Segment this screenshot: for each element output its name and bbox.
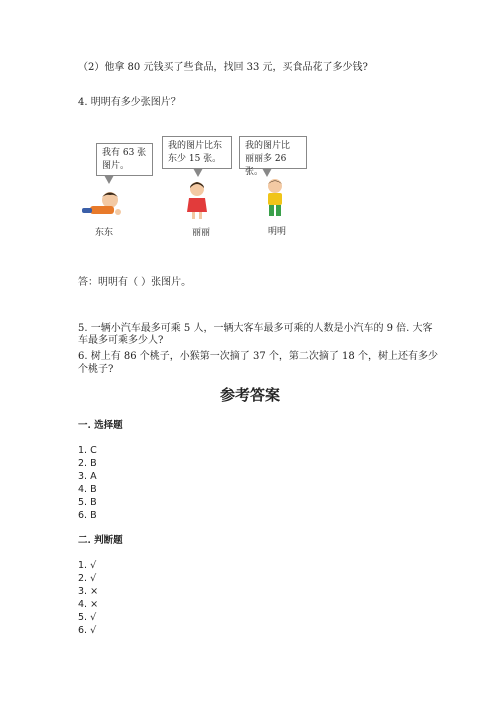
question-6-line-1: 6. 树上有 86 个桃子，小猴第一次摘了 37 个，第二次摘了 18 个，树上还有多少 [78, 351, 438, 362]
judge-answer: 4. × [78, 599, 99, 610]
judge-answer: 5. √ [78, 612, 97, 623]
section-judge-heading: 二. 判断题 [78, 535, 123, 546]
bubble-text: 我的图片比 [245, 141, 291, 151]
choice-answer: 3. A [78, 471, 97, 482]
choice-answer: 1. C [78, 445, 97, 456]
kid-name-lili: 丽丽 [192, 228, 211, 238]
kid-lying-illustration [80, 190, 128, 220]
bubble-text: 丽丽多 26 张。 [245, 154, 287, 177]
bubble-tail [262, 168, 272, 177]
judge-answer: 3. × [78, 586, 99, 597]
judge-answer: 2. √ [78, 573, 97, 584]
question-2-sub: （2）他拿 80 元钱买了些食品，找回 33 元，买食品花了多少钱? [78, 62, 368, 73]
bubble-text: 图片。 [102, 161, 130, 171]
choice-answer: 4. B [78, 484, 97, 495]
speech-bubble-dongdong [96, 143, 153, 176]
kid-name-dongdong: 东东 [95, 228, 114, 238]
bubble-text: 我有 63 张 [102, 148, 147, 158]
judge-answer: 6. √ [78, 625, 97, 636]
bubble-tail [104, 175, 114, 184]
kid-name-mingming: 明明 [268, 227, 287, 237]
bubble-text: 东少 15 张。 [168, 154, 222, 164]
section-choice-heading: 一. 选择题 [78, 420, 123, 431]
answer-line: 答：明明有（ ）张图片。 [78, 277, 192, 288]
choice-answer: 2. B [78, 458, 97, 469]
speech-bubble-mingming [239, 136, 307, 177]
question-5-line-1: 5. 一辆小汽车最多可乘 5 人，一辆大客车最多可乘的人数是小汽车的 9 倍. 大客 [78, 323, 433, 334]
question-5-line-2: 车最多可乘多少人? [78, 335, 164, 346]
answer-key-title: 参考答案 [219, 386, 280, 404]
question-6-line-2: 个桃子? [78, 364, 114, 375]
choice-answer: 5. B [78, 497, 97, 508]
judge-answer: 1. √ [78, 560, 97, 571]
bubble-text: 我的图片比东 [168, 141, 223, 151]
kid-boy-illustration [262, 177, 288, 219]
bubble-tail [193, 168, 203, 177]
choice-answer: 6. B [78, 510, 97, 521]
question-4: 4. 明明有多少张图片？ [78, 97, 181, 108]
speech-bubble-lili [162, 136, 232, 169]
kid-girl-illustration [184, 180, 210, 220]
